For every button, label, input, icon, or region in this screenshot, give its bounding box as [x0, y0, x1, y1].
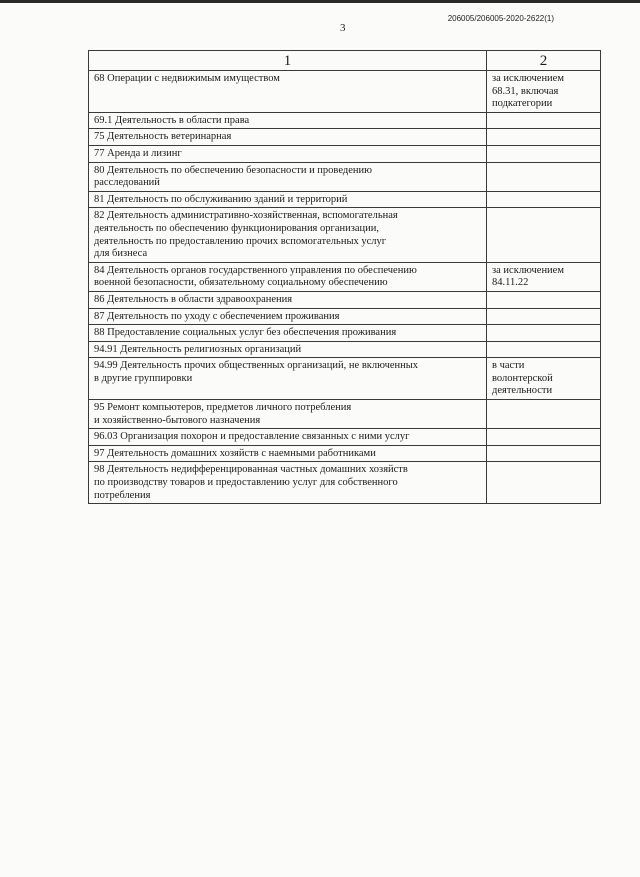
exception-note-line: 68.31, включая — [492, 85, 559, 97]
activity-name-line: деятельность по обеспечению функционирования организации, — [94, 222, 380, 234]
activity-name-cell — [89, 429, 487, 446]
exception-note-cell — [487, 308, 601, 325]
activity-name-line: в другие группировки — [94, 372, 193, 384]
exception-note-cell — [487, 358, 601, 400]
table-row — [89, 112, 601, 129]
exception-note-cell — [487, 71, 601, 113]
activity-name-cell — [89, 308, 487, 325]
table-row — [89, 145, 601, 162]
exception-note-cell — [487, 462, 601, 504]
exception-note-line: деятельности — [492, 385, 553, 397]
activity-name-line: потребления — [94, 489, 151, 501]
activity-name-line: 77 Аренда и лизинг — [94, 147, 182, 159]
table-row — [89, 129, 601, 146]
activity-name-line: 96.03 Организация похорон и предоставление связанных с ними услуг — [94, 431, 410, 443]
exception-note-cell — [487, 162, 601, 191]
activity-name-line: расследований — [94, 177, 160, 189]
table-row — [89, 71, 601, 113]
column-header-2: 2 — [487, 51, 601, 71]
activity-name-cell — [89, 291, 487, 308]
exception-note-line: за исключением — [492, 264, 564, 276]
activity-name-cell — [89, 191, 487, 208]
exception-note-cell — [487, 191, 601, 208]
activity-name-line: 75 Деятельность ветеринарная — [94, 131, 232, 143]
activity-name-line: 84 Деятельность органов государственного управления по обеспечению — [94, 264, 417, 276]
table-row — [89, 191, 601, 208]
exception-note-cell — [487, 208, 601, 262]
activity-name-line: 68 Операции с недвижимым имуществом — [94, 73, 280, 84]
activity-name-line: 98 Деятельность недифференцированная частных домашних хозяйств — [94, 464, 408, 476]
activity-name-cell — [89, 445, 487, 462]
activity-name-line: 94.91 Деятельность религиозных организаций — [94, 343, 302, 355]
activity-name-line: 95 Ремонт компьютеров, предметов личного потребления — [94, 402, 352, 414]
exception-note-cell — [487, 112, 601, 129]
activity-name-cell — [89, 262, 487, 291]
activity-codes-table — [88, 50, 601, 504]
activity-name-cell — [89, 341, 487, 358]
table-row — [89, 262, 601, 291]
table-row — [89, 325, 601, 342]
table-row — [89, 445, 601, 462]
table-row — [89, 208, 601, 262]
activity-name-cell — [89, 462, 487, 504]
table-row — [89, 358, 601, 400]
activity-name-line: для бизнеса — [94, 248, 148, 260]
activity-name-line: 69.1 Деятельность в области права — [94, 114, 250, 126]
scan-edge — [0, 0, 640, 3]
exception-note-cell — [487, 129, 601, 146]
table-row — [89, 462, 601, 504]
activity-name-cell — [89, 129, 487, 146]
exception-note-line: волонтерской — [492, 372, 553, 384]
exception-note-cell — [487, 325, 601, 342]
exception-note-line: 84.11.22 — [492, 277, 529, 289]
exception-note-cell — [487, 291, 601, 308]
activity-name-line: по производству товаров и предоставлению услуг для собственного — [94, 477, 398, 489]
exception-note-cell — [487, 341, 601, 358]
table-body — [89, 71, 601, 504]
activity-name-cell — [89, 208, 487, 262]
activity-name-line: 97 Деятельность домашних хозяйств с наемными работниками — [94, 447, 376, 459]
document-code: 206005/206005-2020-2622(1) — [447, 14, 554, 23]
activity-name-cell — [89, 112, 487, 129]
exception-note-line: подкатегории — [492, 98, 553, 110]
activity-name-cell — [89, 145, 487, 162]
exception-note-cell — [487, 262, 601, 291]
column-header-1: 1 — [89, 51, 487, 71]
activity-name-line: 94.99 Деятельность прочих общественных организаций, не включенных — [94, 360, 419, 372]
activity-name-line: 87 Деятельность по уходу с обеспечением проживания — [94, 310, 340, 322]
table-row — [89, 429, 601, 446]
activity-name-line: 88 Предоставление социальных услуг без обеспечения проживания — [94, 327, 397, 339]
activity-name-line: 80 Деятельность по обеспечению безопасности и проведению — [94, 164, 372, 176]
exception-note-line: за исключением — [492, 73, 564, 84]
exception-note-line: в части — [492, 360, 525, 372]
activity-name-line: 86 Деятельность в области здравоохранения — [94, 293, 293, 305]
activity-name-line: военной безопасности, обязательному социальному обеспечению — [94, 277, 388, 289]
exception-note-cell — [487, 145, 601, 162]
exception-note-cell — [487, 445, 601, 462]
activity-name-line: 81 Деятельность по обслуживанию зданий и территорий — [94, 193, 348, 205]
table-row — [89, 308, 601, 325]
activity-name-line: и хозяйственно-бытового назначения — [94, 414, 261, 426]
activity-name-line: деятельность по предоставлению прочих вспомогательных услуг — [94, 235, 387, 247]
table-row — [89, 162, 601, 191]
activity-name-cell — [89, 358, 487, 400]
table-row — [89, 400, 601, 429]
table-row — [89, 341, 601, 358]
exception-note-cell — [487, 429, 601, 446]
activity-name-cell — [89, 71, 487, 113]
activity-name-cell — [89, 400, 487, 429]
exception-note-cell — [487, 400, 601, 429]
activity-name-cell — [89, 325, 487, 342]
page-number: 3 — [340, 22, 346, 34]
activity-name-line: 82 Деятельность административно-хозяйственная, вспомогательная — [94, 210, 398, 222]
activity-name-cell — [89, 162, 487, 191]
table-row — [89, 291, 601, 308]
table-header-row — [89, 51, 601, 71]
